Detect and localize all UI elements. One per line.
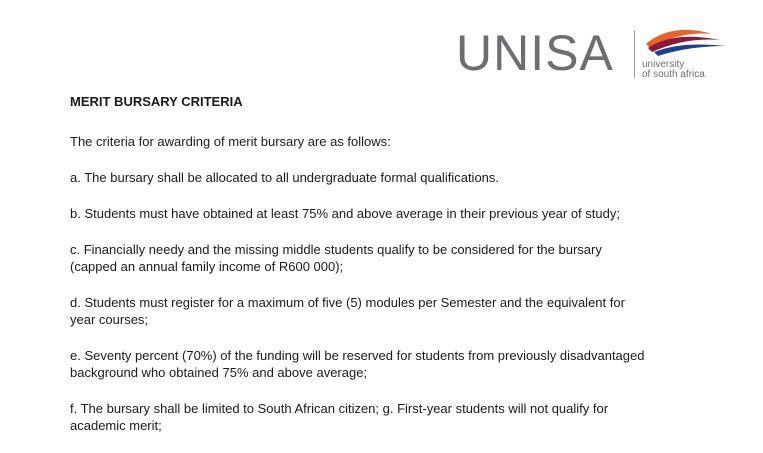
criterion-f-line2: academic merit; xyxy=(70,418,162,433)
criterion-c-line1: c. Financially needy and the missing middle students qualify to be considered for the bursary xyxy=(70,242,602,257)
criterion-d xyxy=(70,294,750,328)
criterion-a-text: a. The bursary shall be allocated to all undergraduate formal qualifications. xyxy=(70,170,500,185)
unisa-logo xyxy=(456,24,756,84)
criterion-d-line1: d. Students must register for a maximum of five (5) modules per Semester and the equivalent for xyxy=(70,295,625,310)
criterion-e-line1: e. Seventy percent (70%) of the funding will be reserved for students from previously disadvantaged xyxy=(70,348,645,363)
criterion-e-line2: background who obtained 75% and above average; xyxy=(70,365,368,380)
document-body xyxy=(70,93,750,453)
criterion-c-line2: (capped an annual family income of R600 000); xyxy=(70,259,344,274)
criterion-f-line1: f. The bursary shall be limited to South African citizen; g. First-year students will not qualify for xyxy=(70,401,609,416)
logo-subtitle-line2: of south africa xyxy=(642,69,705,80)
criterion-c xyxy=(70,241,750,275)
intro-paragraph: The criteria for awarding of merit bursary are as follows: xyxy=(70,134,391,149)
criterion-d-line2: year courses; xyxy=(70,312,149,327)
criterion-b-text: b. Students must have obtained at least 75% and above average in their previous year of study; xyxy=(70,206,620,221)
flag-swoosh-icon xyxy=(640,24,730,58)
logo-divider xyxy=(634,30,635,78)
logo-subtitle-line1: university xyxy=(642,59,685,70)
logo-wordmark: UNISA xyxy=(456,25,614,81)
criterion-f xyxy=(70,400,750,434)
page-title: MERIT BURSARY CRITERIA xyxy=(70,94,243,109)
criterion-b xyxy=(70,205,750,222)
logo-subtitle xyxy=(642,60,705,80)
criterion-a xyxy=(70,169,750,186)
criterion-e xyxy=(70,347,750,381)
